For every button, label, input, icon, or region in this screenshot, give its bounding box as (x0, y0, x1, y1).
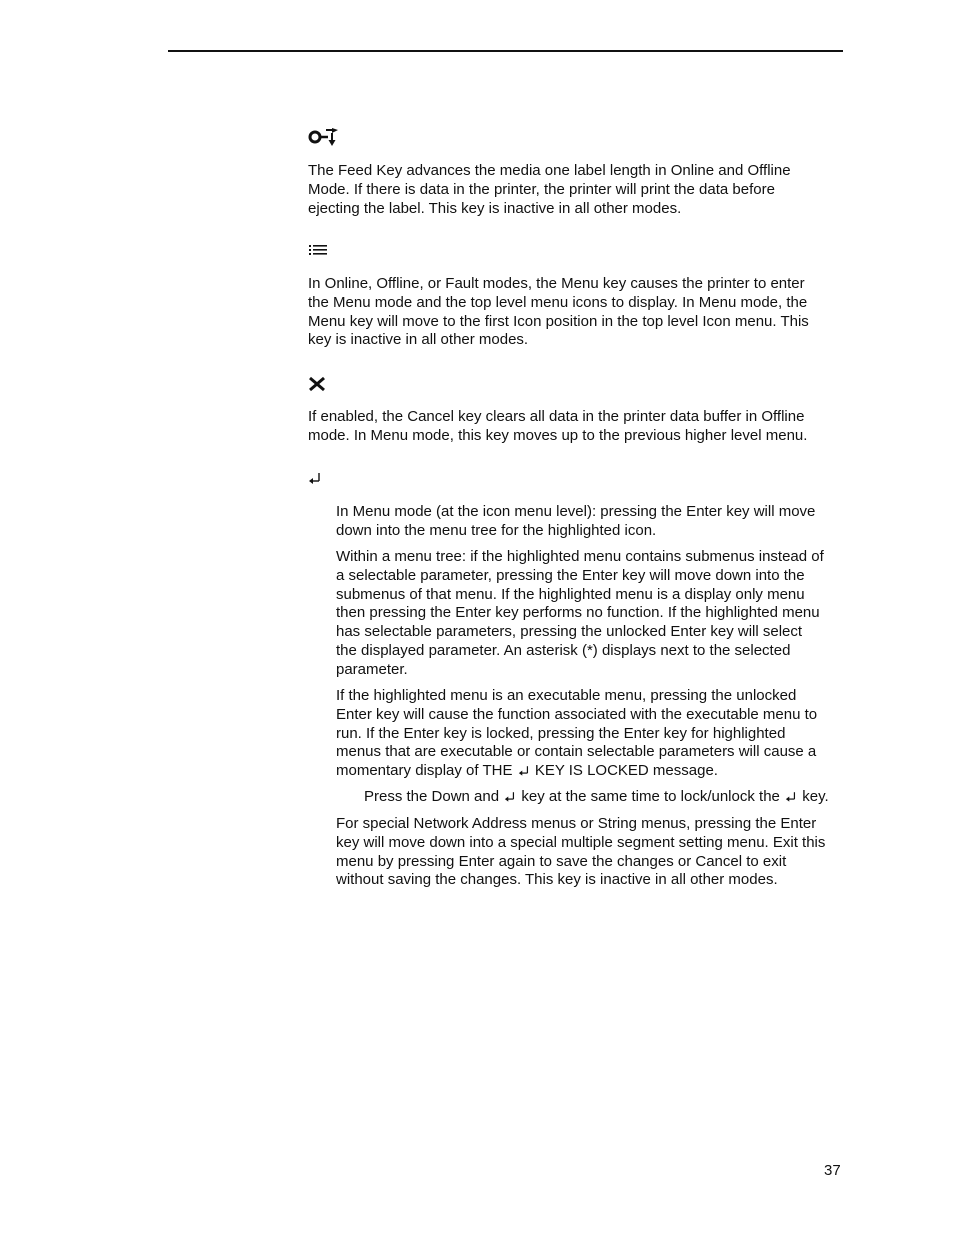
text-line: a selectable parameter, pressing the Enter key will move down into the (336, 566, 805, 584)
text-fragment: KEY IS LOCKED message. (534, 762, 718, 780)
text-line: the Menu mode and the top level menu icons to display. In Menu mode, the (308, 293, 808, 311)
menu-key-description (308, 275, 809, 350)
cancel-key-description (308, 408, 807, 446)
text-fragment: momentary display of THE (336, 762, 513, 780)
text-line: mode. In Menu mode, this key moves up to the previous higher level menu. (308, 426, 808, 444)
enter-key-paragraph-2 (336, 548, 824, 680)
text-line: If enabled, the Cancel key clears all data in the printer data buffer in Offline (308, 408, 805, 425)
text-line: If the highlighted menu is an executable menu, pressing the unlocked (336, 687, 797, 704)
text-fragment: key. (802, 788, 829, 805)
enter-icon (785, 791, 797, 802)
feed-icon (308, 128, 344, 148)
text-line: the displayed parameter. An asterisk (*) displays next to the selected (336, 641, 791, 659)
text-fragment: Press the Down and (364, 788, 500, 805)
page-number: 37 (824, 1162, 841, 1179)
enter-key-paragraph-1 (336, 503, 815, 541)
text-line: In Online, Offline, or Fault modes, the Menu key causes the printer to enter (308, 275, 805, 292)
text-line: menus that are executable or contain selectable parameters will cause a (336, 743, 817, 761)
text-line: In Menu mode (at the icon menu level): pressing the Enter key will move (336, 503, 816, 520)
text-line: Within a menu tree: if the highlighted menu contains submenus instead of (336, 548, 824, 565)
enter-icon (308, 472, 322, 484)
enter-icon (504, 791, 516, 802)
text-line: Menu key will move to the first Icon position in the top level Icon menu. This (308, 312, 809, 330)
enter-key-paragraph-3 (336, 687, 817, 781)
text-line: key is inactive in all other modes. (308, 331, 529, 349)
text-line: Mode. If there is data in the printer, the printer will print the data before (308, 180, 775, 198)
text-line: run. If the Enter key is locked, pressing the Enter key for highlighted (336, 724, 786, 742)
text-line: The Feed Key advances the media one label length in Online and Offline (308, 162, 791, 179)
text-line: down into the menu tree for the highlighted icon. (336, 521, 657, 539)
text-line: then pressing the Enter key performs no function. If the highlighted menu (336, 604, 820, 622)
enter-key-paragraph-4 (336, 815, 825, 890)
header-rule (168, 50, 843, 52)
enter-key-lock-note (364, 788, 829, 807)
text-line: menu by pressing Enter again to save the changes or Cancel to exit (336, 852, 787, 870)
text-line: For special Network Address menus or String menus, pressing the Enter (336, 815, 817, 832)
text-line: key will move down into a special multiple segment setting menu. Exit this (336, 833, 826, 851)
enter-icon (518, 765, 530, 776)
text-line: Enter key will cause the function associated with the executable menu to (336, 705, 818, 723)
text-line: ejecting the label. This key is inactive in all other modes. (308, 199, 682, 217)
text-line: has selectable parameters, pressing the unlocked Enter key will select (336, 623, 803, 641)
text-line: parameter. (336, 660, 408, 678)
text-line (336, 762, 718, 779)
text-line: submenus of that menu. If the highlighted menu is a display only menu (336, 585, 805, 603)
menu-list-icon (308, 244, 328, 258)
text-fragment: key at the same time to lock/unlock the (521, 788, 780, 805)
text-line: without saving the changes. This key is inactive in all other modes. (336, 871, 778, 889)
feed-key-description (308, 162, 791, 218)
cancel-x-icon (308, 376, 326, 392)
